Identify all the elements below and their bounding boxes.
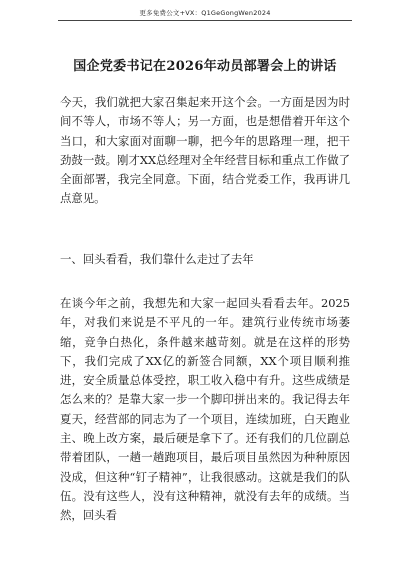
header-divider bbox=[58, 20, 352, 21]
paragraph-intro: 今天，我们就把大家召集起来开这个会。一方面是因为时间不等人，市场不等人；另一方面，也是想借着开年这个当口，和大家面对面聊一聊，把今年的思路理一理，把干劲鼓一鼓。刚才XX总经理对全年经营目标和重点工作做了全面部署，我完全同意。下面，结合党委工作，我再讲几点意见。 bbox=[60, 95, 350, 206]
section-heading: 一、回头看看，我们靠什么走过了去年 bbox=[60, 252, 254, 266]
paragraph-review: 在谈今年之前，我想先和大家一起回头看看去年。2025年，对我们来说是不平凡的一年。建筑行业传统市场萎缩，竞争白热化，条件越来越苛刻。就是在这样的形势下，我们完成了XX亿的新签合同额，XX个项目顺利推进，安全质量总体受控，职工收入稳中有升。这些成绩是怎么来的？是靠大家一步一个脚印拼出来的。我记得去年夏天，经营部的同志为了一个项目，连续加班，白天跑业主、晚上改方案，最后硬是拿下了。还有我们的几位副总带着团队，一趟一趟跑项目，最后项目虽然因为种种原因没成，但这种“钉子精神”，让我很感动。这就是我们的队伍。没有这些人，没有这种精神，就没有去年的成绩。当然，回头看 bbox=[60, 296, 350, 523]
document-title: 国企党委书记在2026年动员部署会上的讲话 bbox=[73, 59, 337, 74]
page-header: 更多免费公文+VX：Q1GeGongWen2024 bbox=[139, 9, 271, 17]
